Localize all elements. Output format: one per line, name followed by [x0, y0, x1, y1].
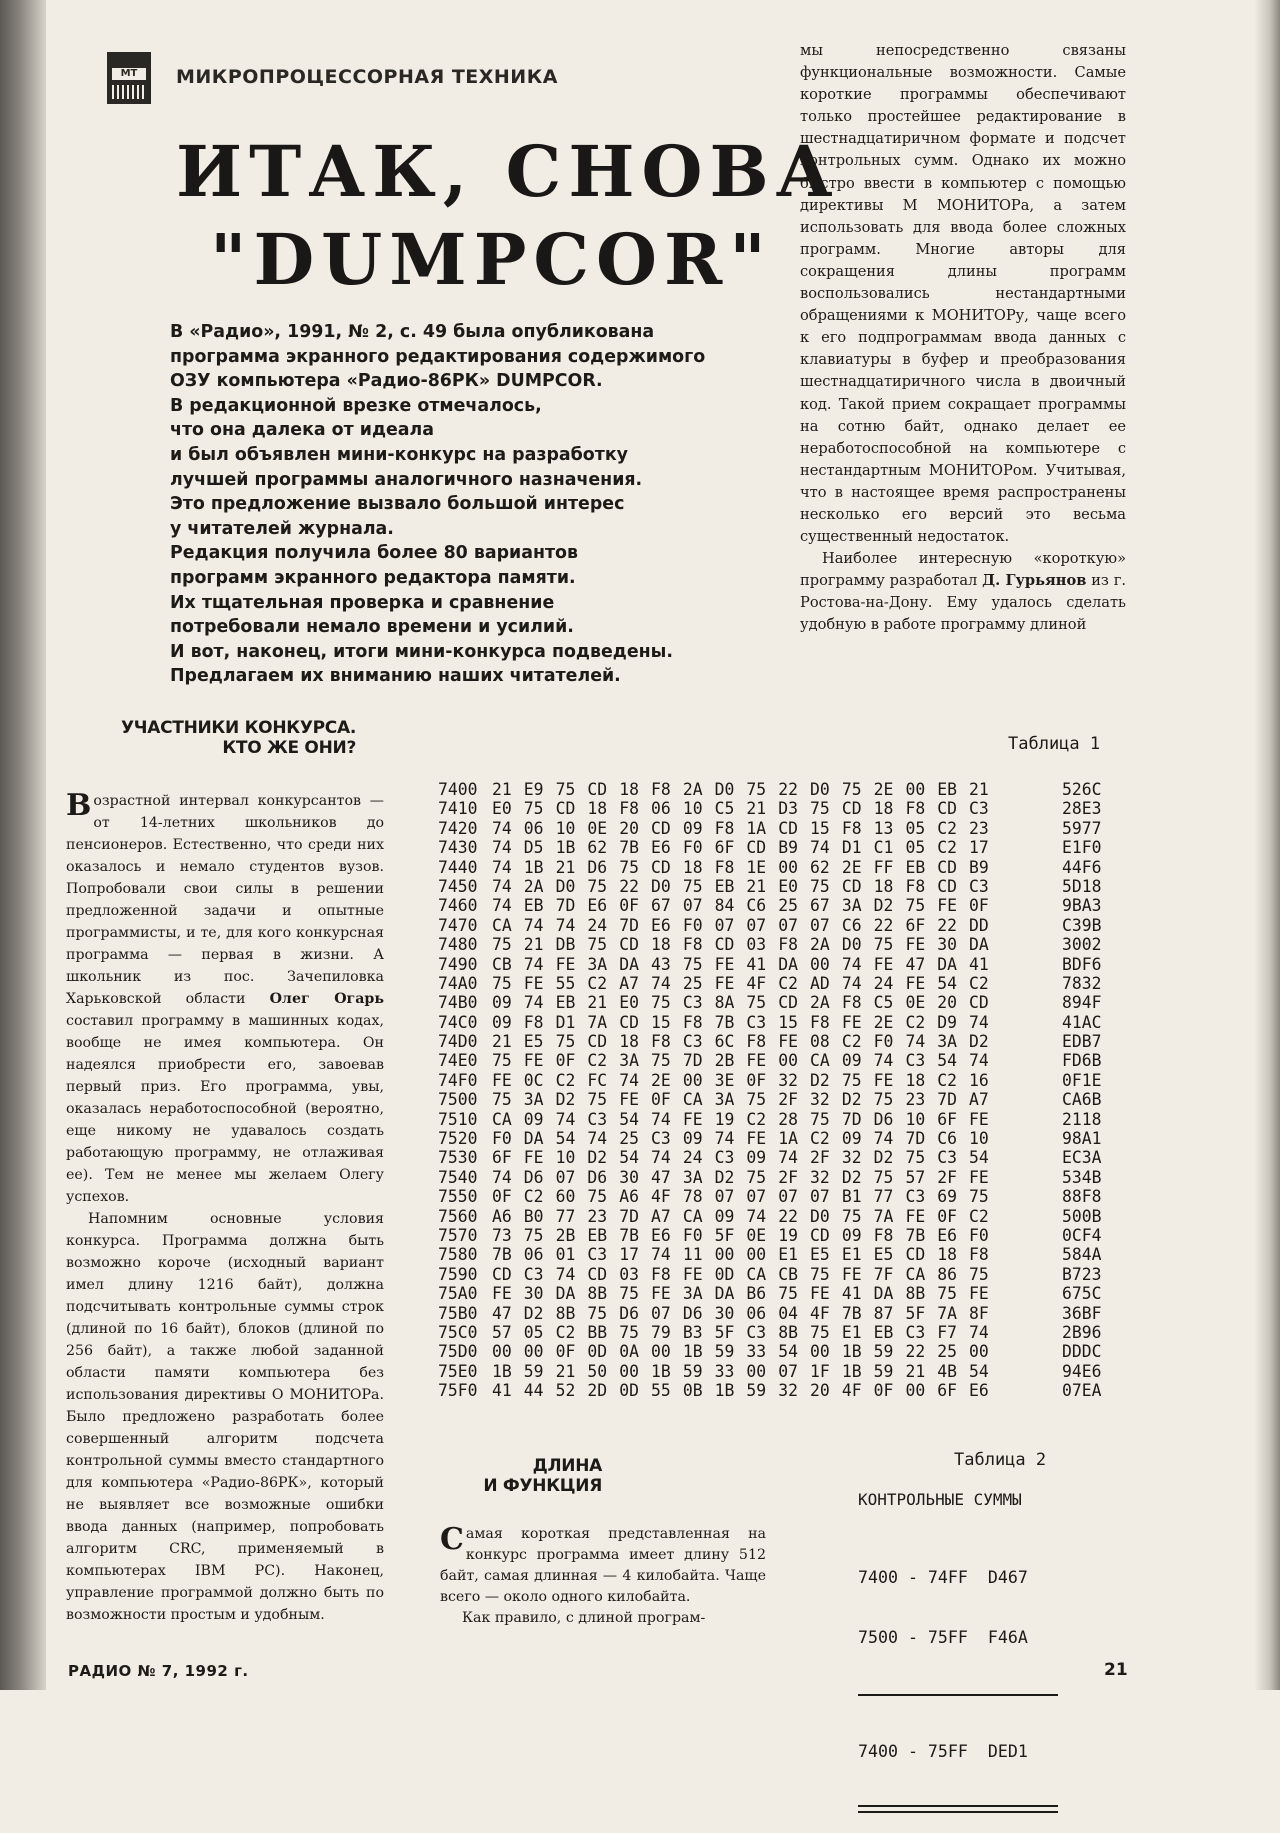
hex-row	[438, 1362, 1122, 1381]
hex-bytes: 0F C2 60 75 A6 4F 78 07 07 07 07 B1 77 C3 69 75	[492, 1187, 989, 1207]
heading-line: КТО ЖЕ ОНИ?	[222, 738, 356, 758]
hex-bytes: 74 1B 21 D6 75 CD 18 F8 1E 00 62 2E FF EB CD B9	[492, 857, 989, 877]
hex-row	[438, 1187, 1122, 1206]
text-run: из г. Ростова-на-Дону. Ему удалось сделать удобную в работе программу длиной	[800, 572, 1126, 634]
hex-row	[438, 1071, 1122, 1090]
hex-row	[438, 1245, 1122, 1264]
intro-line: потребовали немало времени и усилий.	[170, 617, 574, 638]
hex-address: 7410	[438, 799, 478, 819]
middle-paragraph-1	[440, 1524, 766, 1608]
hex-address: 7480	[438, 935, 478, 955]
hex-row	[438, 858, 1122, 877]
hex-address: 7470	[438, 915, 478, 935]
hex-address: 75C0	[438, 1322, 478, 1342]
hex-checksum: 9BA3	[1062, 896, 1102, 916]
hex-checksum: 2B96	[1062, 1322, 1102, 1342]
hex-address: 74D0	[438, 1032, 478, 1052]
hex-address: 74C0	[438, 1012, 478, 1032]
intro-line: Редакция получила более 80 вариантов	[170, 543, 578, 564]
hex-checksum: EDB7	[1062, 1032, 1102, 1052]
checksum-total-row	[858, 1742, 1058, 1762]
intro-line: лучшей программы аналогичного назначения.	[170, 469, 643, 490]
hex-bytes: FE 30 DA 8B 75 FE 3A DA B6 75 FE 41 DA 8B 75 FE	[492, 1284, 989, 1304]
hex-row	[438, 1051, 1122, 1070]
hex-checksum: 5977	[1062, 818, 1102, 838]
hex-address: 74A0	[438, 973, 478, 993]
hex-row	[438, 1226, 1122, 1245]
logo-chip-icon	[112, 85, 146, 99]
hex-bytes: 09 74 EB 21 E0 75 C3 8A 75 CD 2A F8 C5 0E 20 CD	[492, 993, 989, 1013]
hex-checksum: 41AC	[1062, 1012, 1102, 1032]
hex-address: 75F0	[438, 1381, 478, 1401]
hex-checksum: B723	[1062, 1264, 1102, 1284]
hex-bytes: CA 74 74 24 7D E6 F0 07 07 07 07 C6 22 6F 22 DD	[492, 915, 989, 935]
hex-address: 7500	[438, 1090, 478, 1110]
hex-bytes: 75 FE 0F C2 3A 75 7D 2B FE 00 CA 09 74 C3 54 74	[492, 1051, 989, 1071]
intro-line: Это предложение вызвало большой интерес	[170, 494, 625, 515]
hex-row	[438, 838, 1122, 857]
hex-row	[438, 799, 1122, 818]
middle-paragraph-2: Как правило, с длиной програм-	[462, 1610, 706, 1626]
left-column	[66, 790, 384, 1626]
hex-row	[438, 955, 1122, 974]
hex-row	[438, 780, 1122, 799]
hex-bytes: 74 D6 07 D6 30 47 3A D2 75 2F 32 D2 75 57 2F FE	[492, 1167, 989, 1187]
table-divider	[858, 1694, 1058, 1696]
intro-line: программа экранного редактирования содержимого	[170, 346, 706, 367]
hex-row	[438, 1304, 1122, 1323]
hex-row	[438, 935, 1122, 954]
hex-dump-table	[438, 780, 1122, 1401]
section-logo	[107, 52, 151, 104]
checksum-value: F46A	[987, 1628, 1028, 1647]
hex-address: 74F0	[438, 1070, 478, 1090]
hex-bytes: 75 3A D2 75 FE 0F CA 3A 75 2F 32 D2 75 23 7D A7	[492, 1090, 989, 1110]
intro-line: В редакционной врезке отмечалось,	[170, 395, 542, 416]
hex-address: 7580	[438, 1245, 478, 1265]
hex-address: 7460	[438, 896, 478, 916]
hex-row	[438, 1323, 1122, 1342]
intro-line: что она далека от идеала	[170, 420, 434, 441]
hex-checksum: C39B	[1062, 915, 1102, 935]
hex-address: 75D0	[438, 1342, 478, 1362]
checksum-value: D467	[987, 1568, 1028, 1587]
hex-checksum: 0F1E	[1062, 1070, 1102, 1090]
intro-line: Их тщательная проверка и сравнение	[170, 592, 555, 613]
hex-checksum: FD6B	[1062, 1051, 1102, 1071]
hex-address: 74B0	[438, 993, 478, 1013]
hex-address: 7540	[438, 1167, 478, 1187]
intro-line: программ экранного редактора памяти.	[170, 567, 576, 588]
text-run: озрастной интервал конкурсантов — от 14-летних школьников до пенсионеров. Естественно, что среди них оказалось и немало студентов вузов. Попробовали свои силы в решении предложенной задачи и опытные программисты, и те, для кого конкурсная программа — первая в жизни. А школьник из пос. Зачепиловка Харьковской области	[66, 793, 384, 1007]
author-name: Д. Гурьянов	[982, 572, 1087, 590]
hex-address: 75E0	[438, 1361, 478, 1381]
footer-magazine: РАДИО № 7, 1992 г.	[68, 1662, 249, 1680]
hex-address: 7490	[438, 954, 478, 974]
hex-bytes: 75 FE 55 C2 A7 74 25 FE 4F C2 AD 74 24 FE 54 C2	[492, 973, 989, 993]
hex-checksum: E1F0	[1062, 838, 1102, 858]
article-title	[176, 128, 840, 304]
hex-bytes: 21 E9 75 CD 18 F8 2A D0 75 22 D0 75 2E 00 EB 21	[492, 780, 989, 799]
hex-row	[438, 1342, 1122, 1361]
right-paragraph-1: мы непосредственно связаны функциональные возможности. Самые короткие программы обеспечивают только простейшее редактирование в шестнадцатиричном формате и подсчет контрольных сумм. Однако их можно быстро ввести в компьютер с помощью директивы М МОНИТОРа, а затем использовать для ввода более сложных программ. Многие авторы для сокращения длины программ воспользовались нестандартными обращениями к МОНИТОРу, чаще всего к его подпрограммам ввода данных с клавиатуры в буфер и преобразования шестнадцатиричного числа в двоичный код. Такой прием сокращает программы на сотню байт, однако делает ее неработоспособной на компьютере с нестандартным МОНИТОРом. Учитывая, что в настоящее время распространены несколько его версий это весьма существенный недостаток.	[800, 42, 1126, 546]
hex-address: 7530	[438, 1148, 478, 1168]
hex-row	[438, 993, 1122, 1012]
intro-line: у читателей журнала.	[170, 518, 394, 539]
page-edge-shadow	[1254, 0, 1280, 1690]
right-column	[800, 40, 1126, 637]
text-run: составил программу в машинных кодах, вообще не имея компьютера. Он надеялся приобрести его, завоевав первый приз. Его программа, увы, оказалась неработоспособной (вероятно, еще никому не удавалось создать работающую программу, не отлаживая ее). Тем не менее мы желаем Олегу успехов.	[66, 1013, 384, 1205]
hex-checksum: 0CF4	[1062, 1225, 1102, 1245]
hex-bytes: F0 DA 54 74 25 C3 09 74 FE 1A C2 09 74 7D C6 10	[492, 1129, 989, 1149]
hex-checksum: 894F	[1062, 993, 1102, 1013]
hex-checksum: 88F8	[1062, 1187, 1102, 1207]
hex-bytes: A6 B0 77 23 7D A7 CA 09 74 22 D0 75 7A FE 0F C2	[492, 1206, 989, 1226]
checksum-row	[858, 1628, 1058, 1648]
hex-checksum: EC3A	[1062, 1148, 1102, 1168]
table-2-title: КОНТРОЛЬНЫЕ СУММЫ	[858, 1490, 1022, 1509]
hex-address: 7430	[438, 838, 478, 858]
hex-address: 7510	[438, 1109, 478, 1129]
checksum-range: 7500 - 75FF	[858, 1628, 968, 1647]
middle-column	[440, 1524, 766, 1629]
title-line-2: "DUMPCOR"	[210, 218, 773, 301]
hex-checksum: 526C	[1062, 780, 1102, 799]
drop-cap: В	[66, 788, 92, 823]
hex-row	[438, 1284, 1122, 1303]
hex-checksum: 98A1	[1062, 1129, 1102, 1149]
hex-checksum: 07EA	[1062, 1381, 1102, 1401]
hex-checksum: 675C	[1062, 1284, 1102, 1304]
hex-bytes: FE 0C C2 FC 74 2E 00 3E 0F 32 D2 75 FE 18 C2 16	[492, 1070, 989, 1090]
hex-bytes: E0 75 CD 18 F8 06 10 C5 21 D3 75 CD 18 F8 CD C3	[492, 799, 989, 819]
hex-checksum: 7832	[1062, 973, 1102, 993]
table-2-caption: Таблица 2	[954, 1450, 1047, 1470]
hex-address: 7550	[438, 1187, 478, 1207]
hex-row	[438, 1032, 1122, 1051]
hex-bytes: 74 D5 1B 62 7B E6 F0 6F CD B9 74 D1 C1 05 C2 17	[492, 838, 989, 858]
hex-bytes: CB 74 FE 3A DA 43 75 FE 41 DA 00 74 FE 47 DA 41	[492, 954, 989, 974]
checksum-value: DED1	[987, 1742, 1028, 1761]
hex-bytes: 73 75 2B EB 7B E6 F0 5F 0E 19 CD 09 F8 7B E6 F0	[492, 1225, 989, 1245]
checksum-range: 7400 - 74FF	[858, 1568, 968, 1587]
hex-row	[438, 877, 1122, 896]
hex-bytes: 41 44 52 2D 0D 55 0B 1B 59 32 20 4F 0F 00 6F E6	[492, 1381, 989, 1401]
logo-label: МТ	[112, 68, 146, 80]
intro-lead	[170, 320, 780, 689]
table-1-caption: Таблица 1	[1008, 734, 1101, 754]
checksum-table	[858, 1528, 1058, 1833]
right-paragraph-2	[800, 548, 1126, 636]
hex-bytes: 47 D2 8B 75 D6 07 D6 30 06 04 4F 7B 87 5F 7A 8F	[492, 1303, 989, 1323]
heading-line: УЧАСТНИКИ КОНКУРСА.	[121, 718, 356, 738]
hex-address: 7420	[438, 818, 478, 838]
left-paragraph-2: Напомним основные условия конкурса. Программа должна быть возможно короче (исходный вариант имел длину 1216 байт), должна подсчитывать контрольные суммы строк (длиной по 16 байт), блоков (длиной по 256 байт), а также любой заданной области памяти компьютера без использования директивы О МОНИТОРа. Было предложено разработать более совершенный алгоритм подсчета контрольной суммы вместо стандартного для компьютера «Радио-86РК», который не выявляет все возможные ошибки ввода данных (например, попробовать алгоритм CRC, применяемый в компьютерах IBM PC). Наконец, управление программой должно быть по возможности простым и удобным.	[66, 1211, 384, 1623]
hex-row	[438, 1381, 1122, 1400]
hex-bytes: CA 09 74 C3 54 74 FE 19 C2 28 75 7D D6 10 6F FE	[492, 1109, 989, 1129]
hex-address: 7570	[438, 1225, 478, 1245]
book-spine-shadow	[0, 0, 46, 1690]
hex-row	[438, 974, 1122, 993]
hex-checksum: BDF6	[1062, 954, 1102, 974]
hex-bytes: 75 21 DB 75 CD 18 F8 CD 03 F8 2A D0 75 FE 30 DA	[492, 935, 989, 955]
page-number: 21	[1104, 1660, 1128, 1680]
hex-checksum: CA6B	[1062, 1090, 1102, 1110]
hex-row	[438, 1090, 1122, 1109]
hex-address: 7520	[438, 1129, 478, 1149]
checksum-range: 7400 - 75FF	[858, 1742, 968, 1761]
hex-bytes: 7B 06 01 C3 17 74 11 00 00 E1 E5 E1 E5 CD 18 F8	[492, 1245, 989, 1265]
hex-address: 7400	[438, 780, 478, 799]
hex-bytes: CD C3 74 CD 03 F8 FE 0D CA CB 75 FE 7F CA 86 75	[492, 1264, 989, 1284]
hex-row	[438, 1168, 1122, 1187]
hex-row	[438, 819, 1122, 838]
hex-checksum: 584A	[1062, 1245, 1102, 1265]
section-heading-length	[438, 1456, 602, 1496]
hex-checksum: 94E6	[1062, 1361, 1102, 1381]
hex-checksum: 5D18	[1062, 876, 1102, 896]
hex-row	[438, 1129, 1122, 1148]
hex-row	[438, 1013, 1122, 1032]
heading-line: И ФУНКЦИЯ	[483, 1476, 602, 1496]
hex-bytes: 09 F8 D1 7A CD 15 F8 7B C3 15 F8 FE 2E C2 D9 74	[492, 1012, 989, 1032]
checksum-row	[858, 1568, 1058, 1588]
hex-address: 7450	[438, 876, 478, 896]
intro-line: и был объявлен мини-конкурс на разработку	[170, 444, 628, 465]
hex-address: 7560	[438, 1206, 478, 1226]
drop-cap: С	[440, 1522, 464, 1557]
hex-bytes: 21 E5 75 CD 18 F8 C3 6C F8 FE 08 C2 F0 74 3A D2	[492, 1032, 989, 1052]
hex-row	[438, 916, 1122, 935]
hex-bytes: 74 EB 7D E6 0F 67 07 84 C6 25 67 3A D2 75 FE 0F	[492, 896, 989, 916]
double-underline	[858, 1805, 1058, 1813]
hex-row	[438, 896, 1122, 915]
title-line-1: ИТАК, СНОВА	[176, 130, 840, 213]
hex-address: 7440	[438, 857, 478, 877]
hex-checksum: 534B	[1062, 1167, 1102, 1187]
hex-bytes: 57 05 C2 BB 75 79 B3 5F C3 8B 75 E1 EB C3 F7 74	[492, 1322, 989, 1342]
hex-address: 75B0	[438, 1303, 478, 1323]
section-label: МИКРОПРОЦЕССОРНАЯ ТЕХНИКА	[176, 66, 558, 88]
intro-line: И вот, наконец, итоги мини-конкурса подведены.	[170, 641, 673, 662]
text-run: амая короткая представленная на конкурс программа имеет длину 512 байт, самая длинная — 4 килобайта. Чаще всего — около одного килобайта.	[440, 1526, 766, 1605]
hex-bytes: 00 00 0F 0D 0A 00 1B 59 33 54 00 1B 59 22 25 00	[492, 1342, 989, 1362]
hex-row	[438, 1265, 1122, 1284]
hex-checksum: DDDC	[1062, 1342, 1102, 1362]
hex-bytes: 74 2A D0 75 22 D0 75 EB 21 E0 75 CD 18 F8 CD C3	[492, 876, 989, 896]
hex-bytes: 6F FE 10 D2 54 74 24 C3 09 74 2F 32 D2 75 C3 54	[492, 1148, 989, 1168]
hex-bytes: 1B 59 21 50 00 1B 59 33 00 07 1F 1B 59 21 4B 54	[492, 1361, 989, 1381]
hex-address: 7590	[438, 1264, 478, 1284]
hex-checksum: 44F6	[1062, 857, 1102, 877]
hex-checksum: 2118	[1062, 1109, 1102, 1129]
text-run: Наиболее интересную «короткую» программу разработал	[800, 550, 1126, 590]
hex-checksum: 500B	[1062, 1206, 1102, 1226]
participant-name: Олег Огарь	[269, 991, 384, 1007]
intro-line: ОЗУ компьютера «Радио-86РК» DUMPCOR.	[170, 371, 603, 392]
heading-line: ДЛИНА	[532, 1456, 602, 1476]
hex-row	[438, 1110, 1122, 1129]
intro-line: Предлагаем их вниманию наших читателей.	[170, 666, 621, 687]
section-heading-participants	[80, 718, 356, 758]
hex-bytes: 74 06 10 0E 20 CD 09 F8 1A CD 15 F8 13 05 C2 23	[492, 818, 989, 838]
left-paragraph-1	[66, 790, 384, 1208]
hex-checksum: 36BF	[1062, 1303, 1102, 1323]
hex-checksum: 3002	[1062, 935, 1102, 955]
hex-row	[438, 1207, 1122, 1226]
intro-line: В «Радио», 1991, № 2, с. 49 была опубликована	[170, 322, 655, 342]
hex-checksum: 28E3	[1062, 799, 1102, 819]
hex-address: 74E0	[438, 1051, 478, 1071]
hex-row	[438, 1148, 1122, 1167]
hex-address: 75A0	[438, 1284, 478, 1304]
